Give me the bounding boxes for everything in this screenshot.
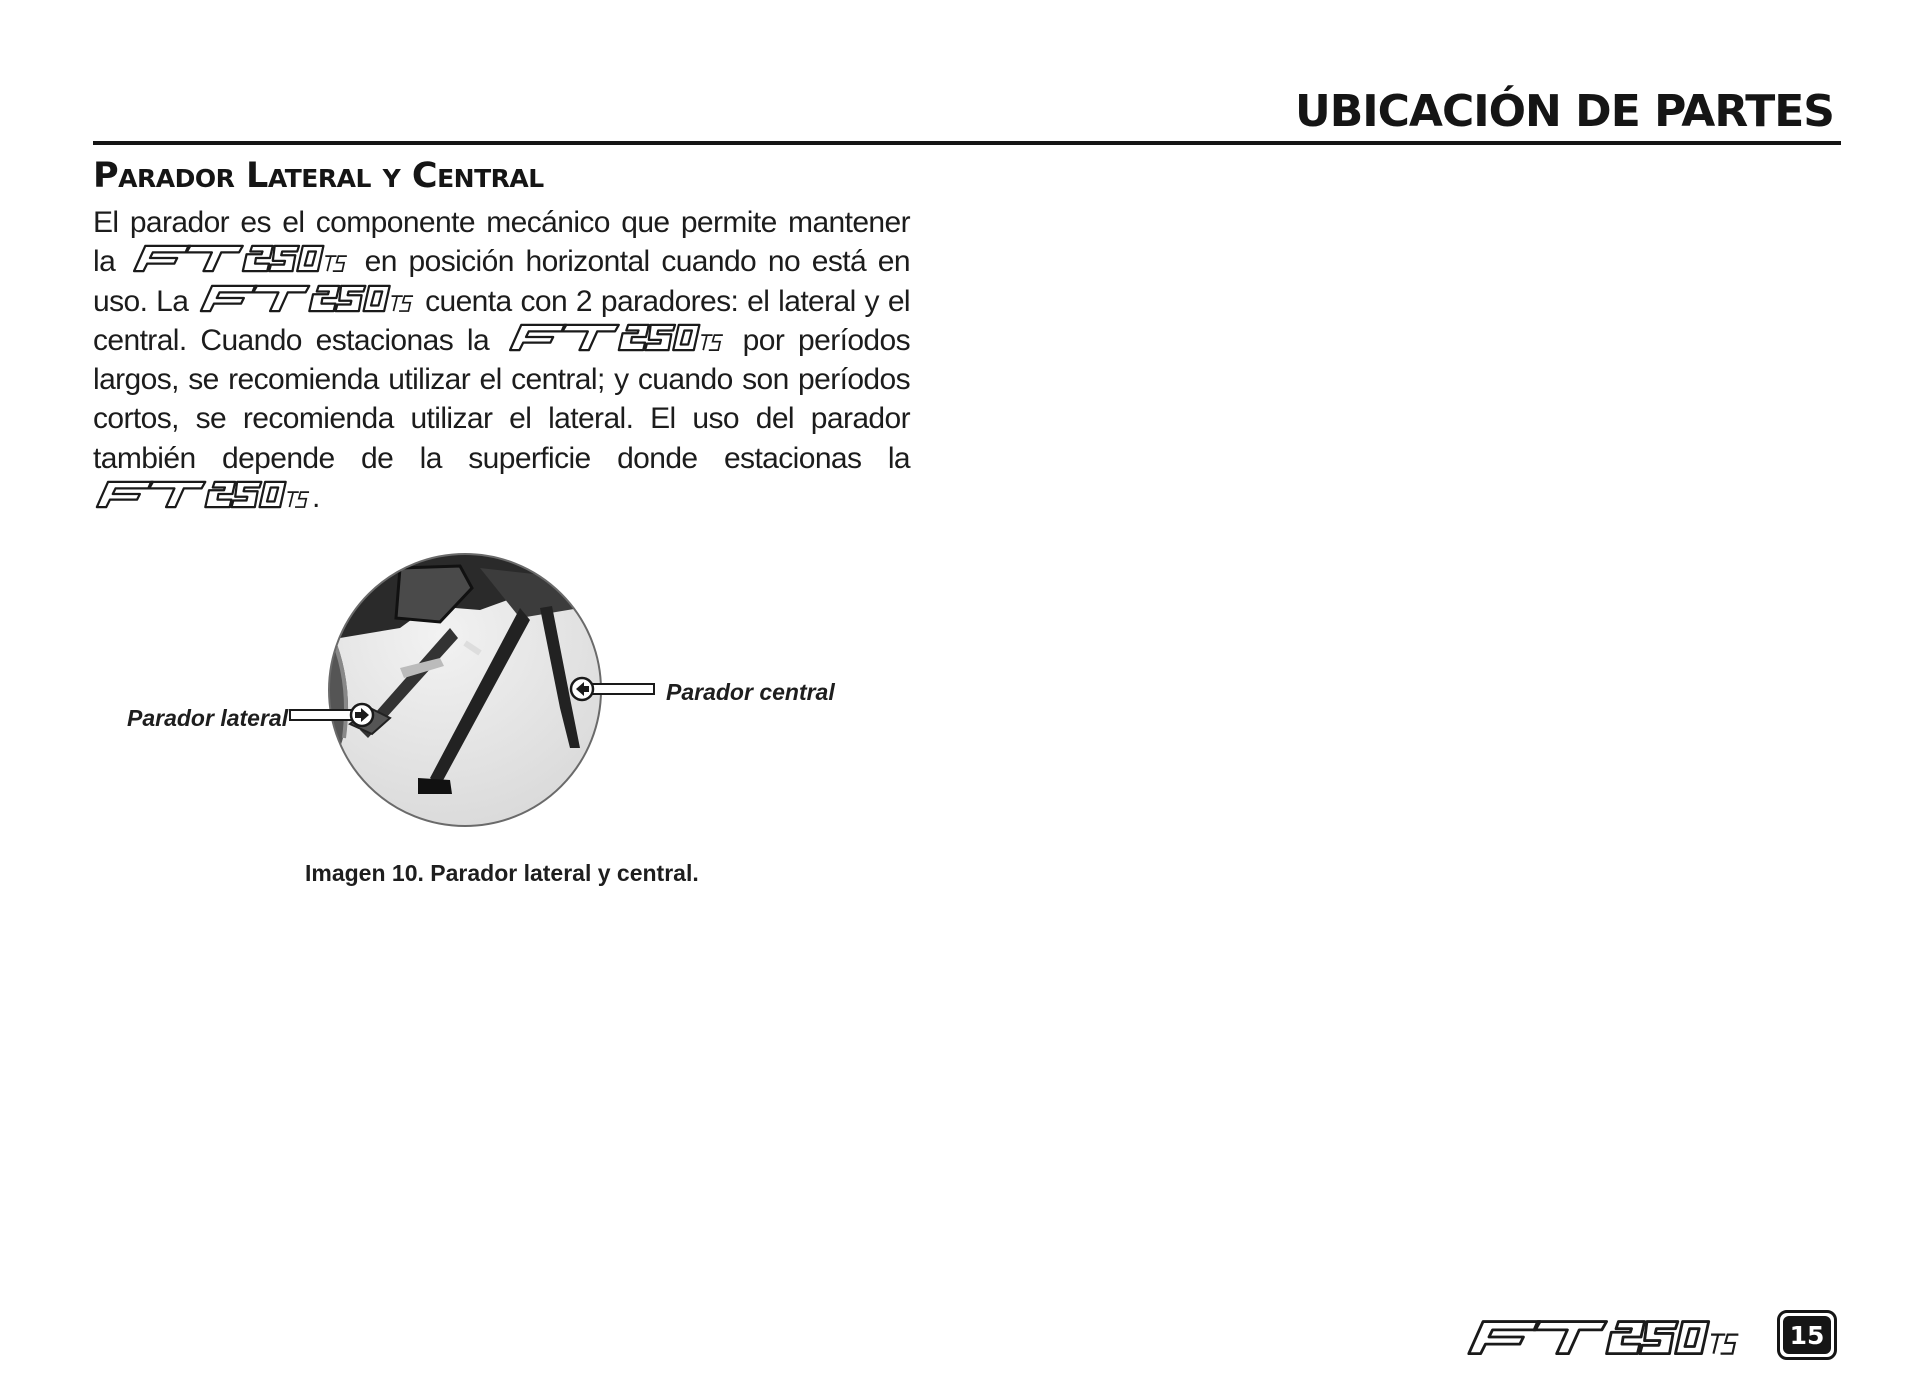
body-text-segment: por períodos largos, se recomienda utilizar el central; y cuando son períodos cortos, se recomienda utilizar el lateral. El uso del parador también depende de la superficie donde estacionas la <box>93 323 910 475</box>
section-body-text <box>93 203 910 517</box>
brand-logo-inline <box>505 322 727 352</box>
page-number: 15 <box>1783 1316 1831 1354</box>
central-stand-pointer <box>571 678 654 700</box>
stand-figure <box>100 548 835 908</box>
label-central-stand: Parador central <box>666 679 835 705</box>
label-side-stand: Parador lateral <box>127 705 289 731</box>
figure-caption: Imagen 10. Parador lateral y central. <box>305 860 699 886</box>
section-heading: Parador Lateral y Central <box>93 156 544 196</box>
body-text-segment: cuenta con 2 paradores: el lateral y el central. Cuando estacionas la <box>93 284 910 357</box>
brand-logo-inline <box>129 243 351 273</box>
body-text-segment: El parador es el componente mecánico que permite mantener la <box>93 206 910 279</box>
body-text-segment: en posición horizontal cuando no está en uso. La <box>93 245 910 318</box>
body-text-segment: . <box>312 481 320 515</box>
brand-logo-inline <box>95 479 310 509</box>
page-number-badge <box>1777 1310 1837 1360</box>
brand-logo-inline <box>199 283 414 313</box>
header-divider <box>93 141 1841 145</box>
footer-brand-logo <box>1443 1318 1763 1356</box>
page-header-title: UBICACIÓN DE PARTES <box>1294 86 1834 137</box>
